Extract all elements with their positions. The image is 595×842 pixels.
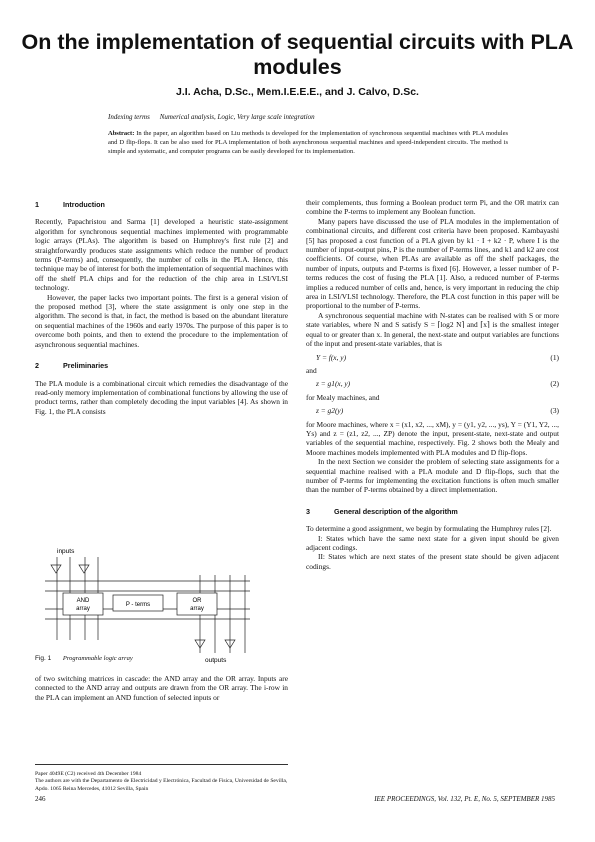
section-title: Introduction	[63, 200, 105, 209]
paragraph: for Moore machines, where x = (x1, x2, ..., xM), y = (y1, y2, ..., ys), Y = (Y1, Y2, ..., Ys) and z = (z1, z2, ..., ZP) denote the input, present-state, next-state and output variables of the sequential machine, respectively. Fig. 2 shows both the Mealy and Moore machines models implemented with PLA modules and D flip-flops.	[306, 419, 559, 457]
received-note: Paper 4049E (C2) received 4th December 1984	[35, 771, 142, 777]
paragraph: To determine a good assignment, we begin by formulating the Humphrey rules [2].	[306, 524, 552, 534]
paragraph: Recently, Papachristou and Sarma [1] developed a heuristic state-assignment algorithm for synchronous sequential machines implemented with programmable logic arrays (PLAs). The algorithm is based on Humphrey's first rule [2] and straightforwardly produces state assignments which reduce the number of product terms (P-terms) and, consequently, the number of cells in the PLA. Hence, this technique may be of interest for both the implementation of sequential machines with off the shelf PLA chips and for the reduction of the chip area in LSI/VLSI technology.	[35, 217, 288, 293]
journal-reference: IEE PROCEEDINGS, Vol. 132, Pt. E, No. 5, SEPTEMBER 1985	[374, 795, 555, 803]
and-text: and	[306, 365, 317, 375]
paragraph: The PLA module is a combinational circuit which remedies the disadvantage of the read-only memory implementation of combinational functions by allowing the use of product terms, rather than completely decoding the input variables [4]. As shown in Fig. 1, the PLA consists	[35, 378, 288, 416]
section-heading-1	[35, 200, 288, 209]
section-heading-2	[35, 361, 288, 370]
equation-3	[316, 406, 559, 415]
section-number: 2	[35, 361, 39, 371]
paragraph: their complements, thus forming a Boolean product term Pi, and the OR matrix can combine the P-terms to implement any Boolean function.	[306, 198, 559, 217]
indexing-terms	[108, 113, 315, 121]
indexing-label: Indexing terms	[108, 113, 150, 121]
paragraph: of two switching matrices in cascade: the AND array and the OR array. Inputs are connected to the AND array and outputs are drawn from the OR array. The i-row in the PLA can implement an AND function of selected inputs or	[35, 674, 288, 702]
paragraph: However, the paper lacks two important points. The first is a general vision of the proposed method [3], where the state assignment is only one step in the algorithm. The second is that, in fact, the method is based on the abundant literature on sequential machines of the 1960s and early 1970s. The purpose of this paper is to overcome both points, and then to extend the procedure to the implementation of asynchronous sequential machines.	[35, 292, 288, 349]
right-column	[306, 198, 559, 571]
page-number: 246	[35, 795, 46, 803]
section-title: General description of the algorithm	[334, 506, 458, 516]
rule-1: I: States which have the same next state for a given input should be given adjacent codings.	[306, 533, 559, 552]
abstract-label: Abstract:	[108, 130, 135, 137]
left-column	[35, 200, 288, 416]
equation-1	[316, 353, 559, 362]
inputs-label: inputs	[57, 548, 75, 555]
indexing-values: Numerical analysis, Logic, Very large scale integration	[159, 113, 315, 121]
and-array-label: AND	[76, 598, 90, 604]
equation-expr: z = g1(x, y)	[316, 379, 351, 389]
section-number: 3	[306, 506, 310, 516]
section-number: 1	[35, 200, 39, 209]
pla-figure	[35, 545, 288, 665]
figure-caption	[35, 655, 133, 662]
and-array-label-2: array	[76, 606, 90, 612]
paragraph: In the next Section we consider the problem of selecting state assignments for a sequential machine realised with a PLA module and D flip-flops, such that the number of P-terms for implementing the excitation functions is often much smaller than the number of P-terms obtained by a direct implementation.	[306, 457, 559, 495]
abstract	[108, 129, 508, 156]
rule-2: II: States which are next states of the present state should be given adjacent codings.	[306, 552, 559, 571]
p-terms-label: P - terms	[125, 602, 151, 608]
equation-number: (2)	[550, 379, 559, 389]
equation-number: (3)	[550, 406, 559, 416]
or-array-label-2: array	[190, 606, 204, 612]
affiliation-note: The authors are with the Departamento de Electricidad y Electrónica, Facultad de Fisica, Universidad de Sevilla, Apdo. 1065 Reina Mercedes, 41012 Sevilla, Spain	[35, 778, 288, 792]
paragraph: Many papers have discussed the use of PLA modules in the implementation of combinational circuits, and different cost criteria have been proposed. Kambayashi [5] has proposed a cost function of a PLA given by k1 · I + k2 · P, where I is the number of input-output pins, P is the number of P-terms lines, and k1 and k2 are cost coefficients. Of course, when PLAs are available as off the shelf packages, the number of inputs, outputs and P-terms is fixed [6]. However, a lesser number of P-terms reduces the cost of fusing the PLA [1]. Also, a reduced number of P-terms implies a reduced number of cells and, hence, is very important in reducing the chip area in LSI/VLSI technology. Therefore, the PLA cost function in this paper will be proportional to the number of P-terms.	[306, 216, 559, 311]
section-title: Preliminaries	[63, 361, 109, 371]
figure-number: Fig. 1	[35, 655, 52, 662]
equation-number: (1)	[550, 352, 559, 362]
equation-expr: z = g2(y)	[316, 406, 344, 416]
paper-info	[35, 764, 288, 793]
paragraph: A synchronous sequential machine with N-states can be realised with S or more state variables, where N and S satisfy S = ⌈log2 N⌉ and ⌈x⌉ is the smallest integer equal to or greater than x. In general, the next-state and output variables are functions of the input and present-state variables, that is	[306, 310, 559, 349]
paper-title: On the implementation of sequential circuits with PLA modules	[21, 30, 574, 79]
abstract-text: In the paper, an algorithm based on Liu methods is developed for the implementation of synchronous sequential machines with PLA modules and D flip-flops. It can be also used for PLA implementation of both asynchronous sequential machines and speed-independent circuits. The method is simple and systematic, and computer programs can be easily developed for its implementation.	[108, 130, 509, 155]
outputs-label: outputs	[205, 657, 227, 664]
figure-title: Programmable logic array	[62, 655, 133, 662]
section-heading-3	[306, 507, 559, 516]
equation-2	[316, 379, 559, 388]
or-array-label: OR	[192, 598, 202, 604]
left-column-continued	[35, 674, 288, 702]
mealy-text: for Mealy machines, and	[306, 392, 380, 402]
equation-expr: Y = f(x, y)	[316, 352, 347, 362]
paper-authors: J.I. Acha, D.Sc., Mem.I.E.E.E., and J. Calvo, D.Sc.	[176, 86, 419, 98]
